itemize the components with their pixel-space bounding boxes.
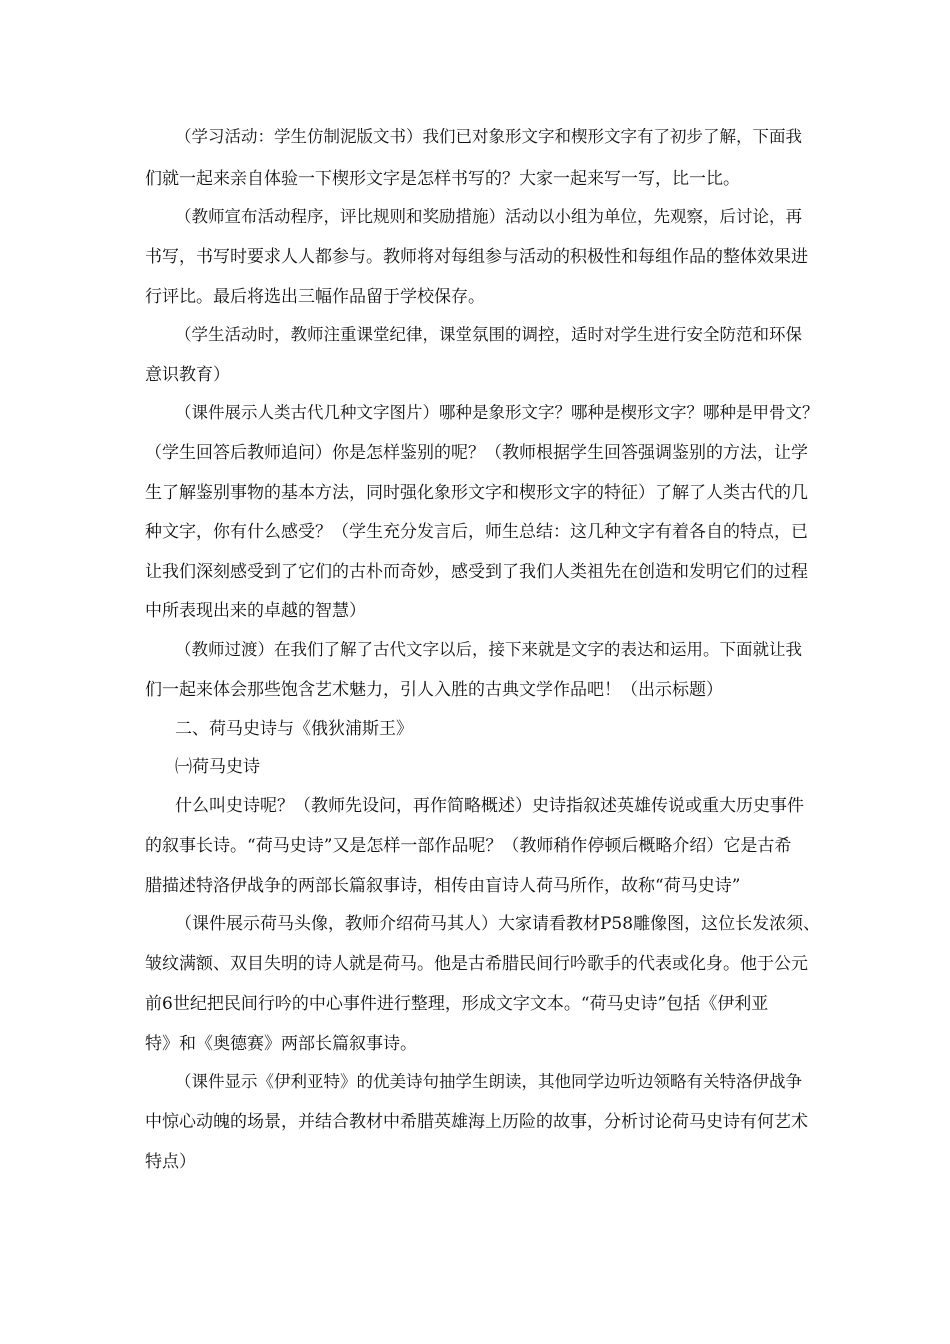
paragraph-line: 让我们深刻感受到了它们的古朴而奇妙，感受到了我们人类祖先在创造和发明它们的过程	[145, 562, 808, 582]
paragraph-line: 中惊心动魄的场景，并结合教材中希腊英雄海上历险的故事，分析讨论荷马史诗有何艺术	[145, 1112, 808, 1132]
paragraph-line: 生了解鉴别事物的基本方法，同时强化象形文字和楔形文字的特征）了解了人类古代的几	[145, 483, 808, 503]
paragraph-line: （学习活动：学生仿制泥版文书）我们已对象形文字和楔形文字有了初步了解，下面我	[175, 127, 802, 146]
paragraph-line: 特》和《奥德赛》两部长篇叙事诗。	[145, 1034, 417, 1054]
paragraph-line: （课件展示荷马头像，教师介绍荷马其人）大家请看教材P58雕像图，这位长发浓须、	[175, 914, 821, 934]
paragraph-line: 皱纹满额、双目失明的诗人就是荷马。他是古希腊民间行吟歌手的代表或化身。他于公元	[145, 954, 808, 974]
paragraph-line: （课件显示《伊利亚特》的优美诗句抽学生朗读，其他同学边听边领略有关特洛伊战争	[175, 1072, 802, 1091]
subsection-heading: ㈠荷马史诗	[175, 757, 260, 777]
paragraph-line: （教师过渡）在我们了解了古代文字以后，接下来就是文字的表达和运用。下面就让我	[175, 640, 802, 659]
paragraph-line: 行评比。最后将选出三幅作品留于学校保存。	[145, 287, 485, 307]
paragraph-line: 特点）	[145, 1152, 196, 1172]
section-heading: 二、荷马史诗与《俄狄浦斯王》	[175, 719, 413, 739]
paragraph-line: （教师宣布活动程序，评比规则和奖励措施）活动以小组为单位，先观察，后讨论，再	[175, 207, 802, 226]
paragraph-line: （课件展示人类古代几种文字图片）哪种是象形文字？哪种是楔形文字？哪种是甲骨文？	[175, 403, 819, 422]
paragraph-line: 书写，书写时要求人人都参与。教师将对每组参与活动的积极性和每组作品的整体效果进	[145, 247, 808, 267]
paragraph-line: 们一起来体会那些饱含艺术魅力，引人入胜的古典文学作品吧！（出示标题）	[145, 680, 723, 700]
paragraph-line: 中所表现出来的卓越的智慧）	[145, 601, 366, 621]
paragraph-line: 什么叫史诗呢？（教师先设问，再作简略概述）史诗指叙述英雄传说或重大历史事件	[175, 796, 804, 816]
paragraph-line: （学生回答后教师追问）你是怎样鉴别的呢？（教师根据学生回答强调鉴别的方法，让学	[145, 443, 808, 463]
paragraph-line: 种文字，你有什么感受？（学生充分发言后，师生总结：这几种文字有着各自的特点，已	[145, 522, 808, 542]
paragraph-line: 腊描述特洛伊战争的两部长篇叙事诗，相传由盲诗人荷马所作，故称“荷马史诗”	[145, 876, 741, 896]
paragraph-line: （学生活动时，教师注重课堂纪律，课堂氛围的调控，适时对学生进行安全防范和环保	[175, 325, 802, 344]
paragraph-line: 前6世纪把民间行吟的中心事件进行整理，形成文字文本。“荷马史诗”包括《伊利亚	[145, 994, 769, 1014]
paragraph-line: 意识教育）	[145, 365, 230, 385]
paragraph-line: 们就一起来亲自体验一下楔形文字是怎样书写的？大家一起来写一写，比一比。	[145, 169, 740, 189]
paragraph-line: 的叙事长诗。“荷马史诗”又是怎样一部作品呢？（教师稍作停顿后概略介绍）它是古希	[145, 836, 792, 856]
